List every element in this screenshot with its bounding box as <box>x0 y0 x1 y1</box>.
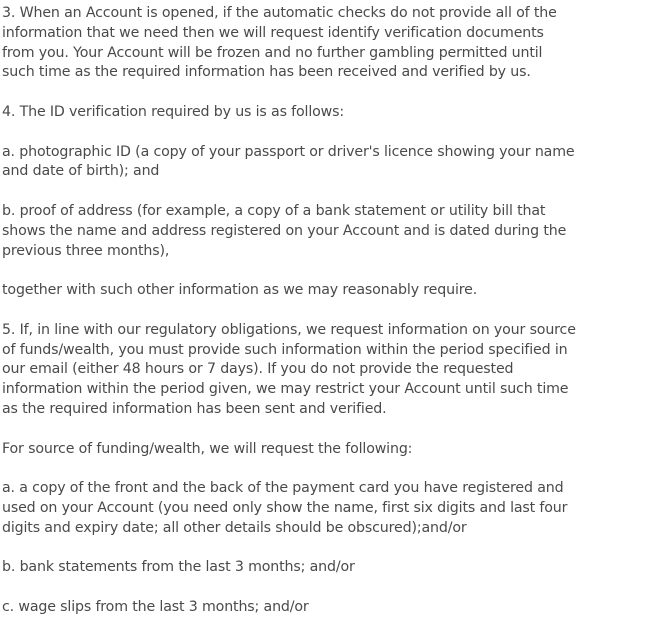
terms-document <box>2 4 658 638</box>
paragraph-source-of-funds <box>2 321 658 420</box>
paragraph-other-information <box>2 281 658 301</box>
paragraph-bank-statements <box>2 558 658 578</box>
text-line: from you. Your Account will be frozen and no further gambling permitted until <box>2 44 543 61</box>
text-line: used on your Account (you need only show the name, first six digits and last four <box>2 499 568 516</box>
text-line: a. a copy of the front and the back of the payment card you have registered and <box>2 480 564 497</box>
paragraph-funding-request-intro <box>2 440 658 460</box>
text-line: 4. The ID verification required by us is as follows: <box>2 103 344 120</box>
text-line: together with such other information as we may reasonably require. <box>2 282 478 299</box>
text-line: our email (either 48 hours or 7 days). If you do not provide the requested <box>2 361 514 378</box>
paragraph-id-verification <box>2 103 658 123</box>
text-line: information within the period given, we may restrict your Account until such time <box>2 381 569 398</box>
text-line: and date of birth); and <box>2 163 160 180</box>
text-line: as the required information has been sent and verified. <box>2 400 387 417</box>
text-line: For source of funding/wealth, we will request the following: <box>2 440 413 457</box>
paragraph-proof-of-address <box>2 202 658 261</box>
text-line: information that we need then we will request identify verification documents <box>2 24 544 41</box>
text-line: a. photographic ID (a copy of your passport or driver's licence showing your name <box>2 143 575 160</box>
text-line: digits and expiry date; all other details should be obscured);and/or <box>2 519 467 536</box>
text-line: b. bank statements from the last 3 months; and/or <box>2 559 355 576</box>
text-line: 5. If, in line with our regulatory obligations, we request information on your source <box>2 321 576 338</box>
paragraph-account-opening <box>2 4 658 83</box>
text-line: shows the name and address registered on your Account and is dated during the <box>2 222 567 239</box>
paragraph-wage-slips <box>2 598 658 618</box>
text-line: b. proof of address (for example, a copy of a bank statement or utility bill that <box>2 202 546 219</box>
paragraph-payment-card-copy <box>2 479 658 538</box>
text-line: c. wage slips from the last 3 months; and/or <box>2 598 309 615</box>
text-line: of funds/wealth, you must provide such information within the period specified in <box>2 341 568 358</box>
text-line: previous three months), <box>2 242 170 259</box>
paragraph-photographic-id <box>2 143 658 183</box>
text-line: such time as the required information has been received and verified by us. <box>2 64 531 81</box>
text-line: 3. When an Account is opened, if the automatic checks do not provide all of the <box>2 5 557 21</box>
